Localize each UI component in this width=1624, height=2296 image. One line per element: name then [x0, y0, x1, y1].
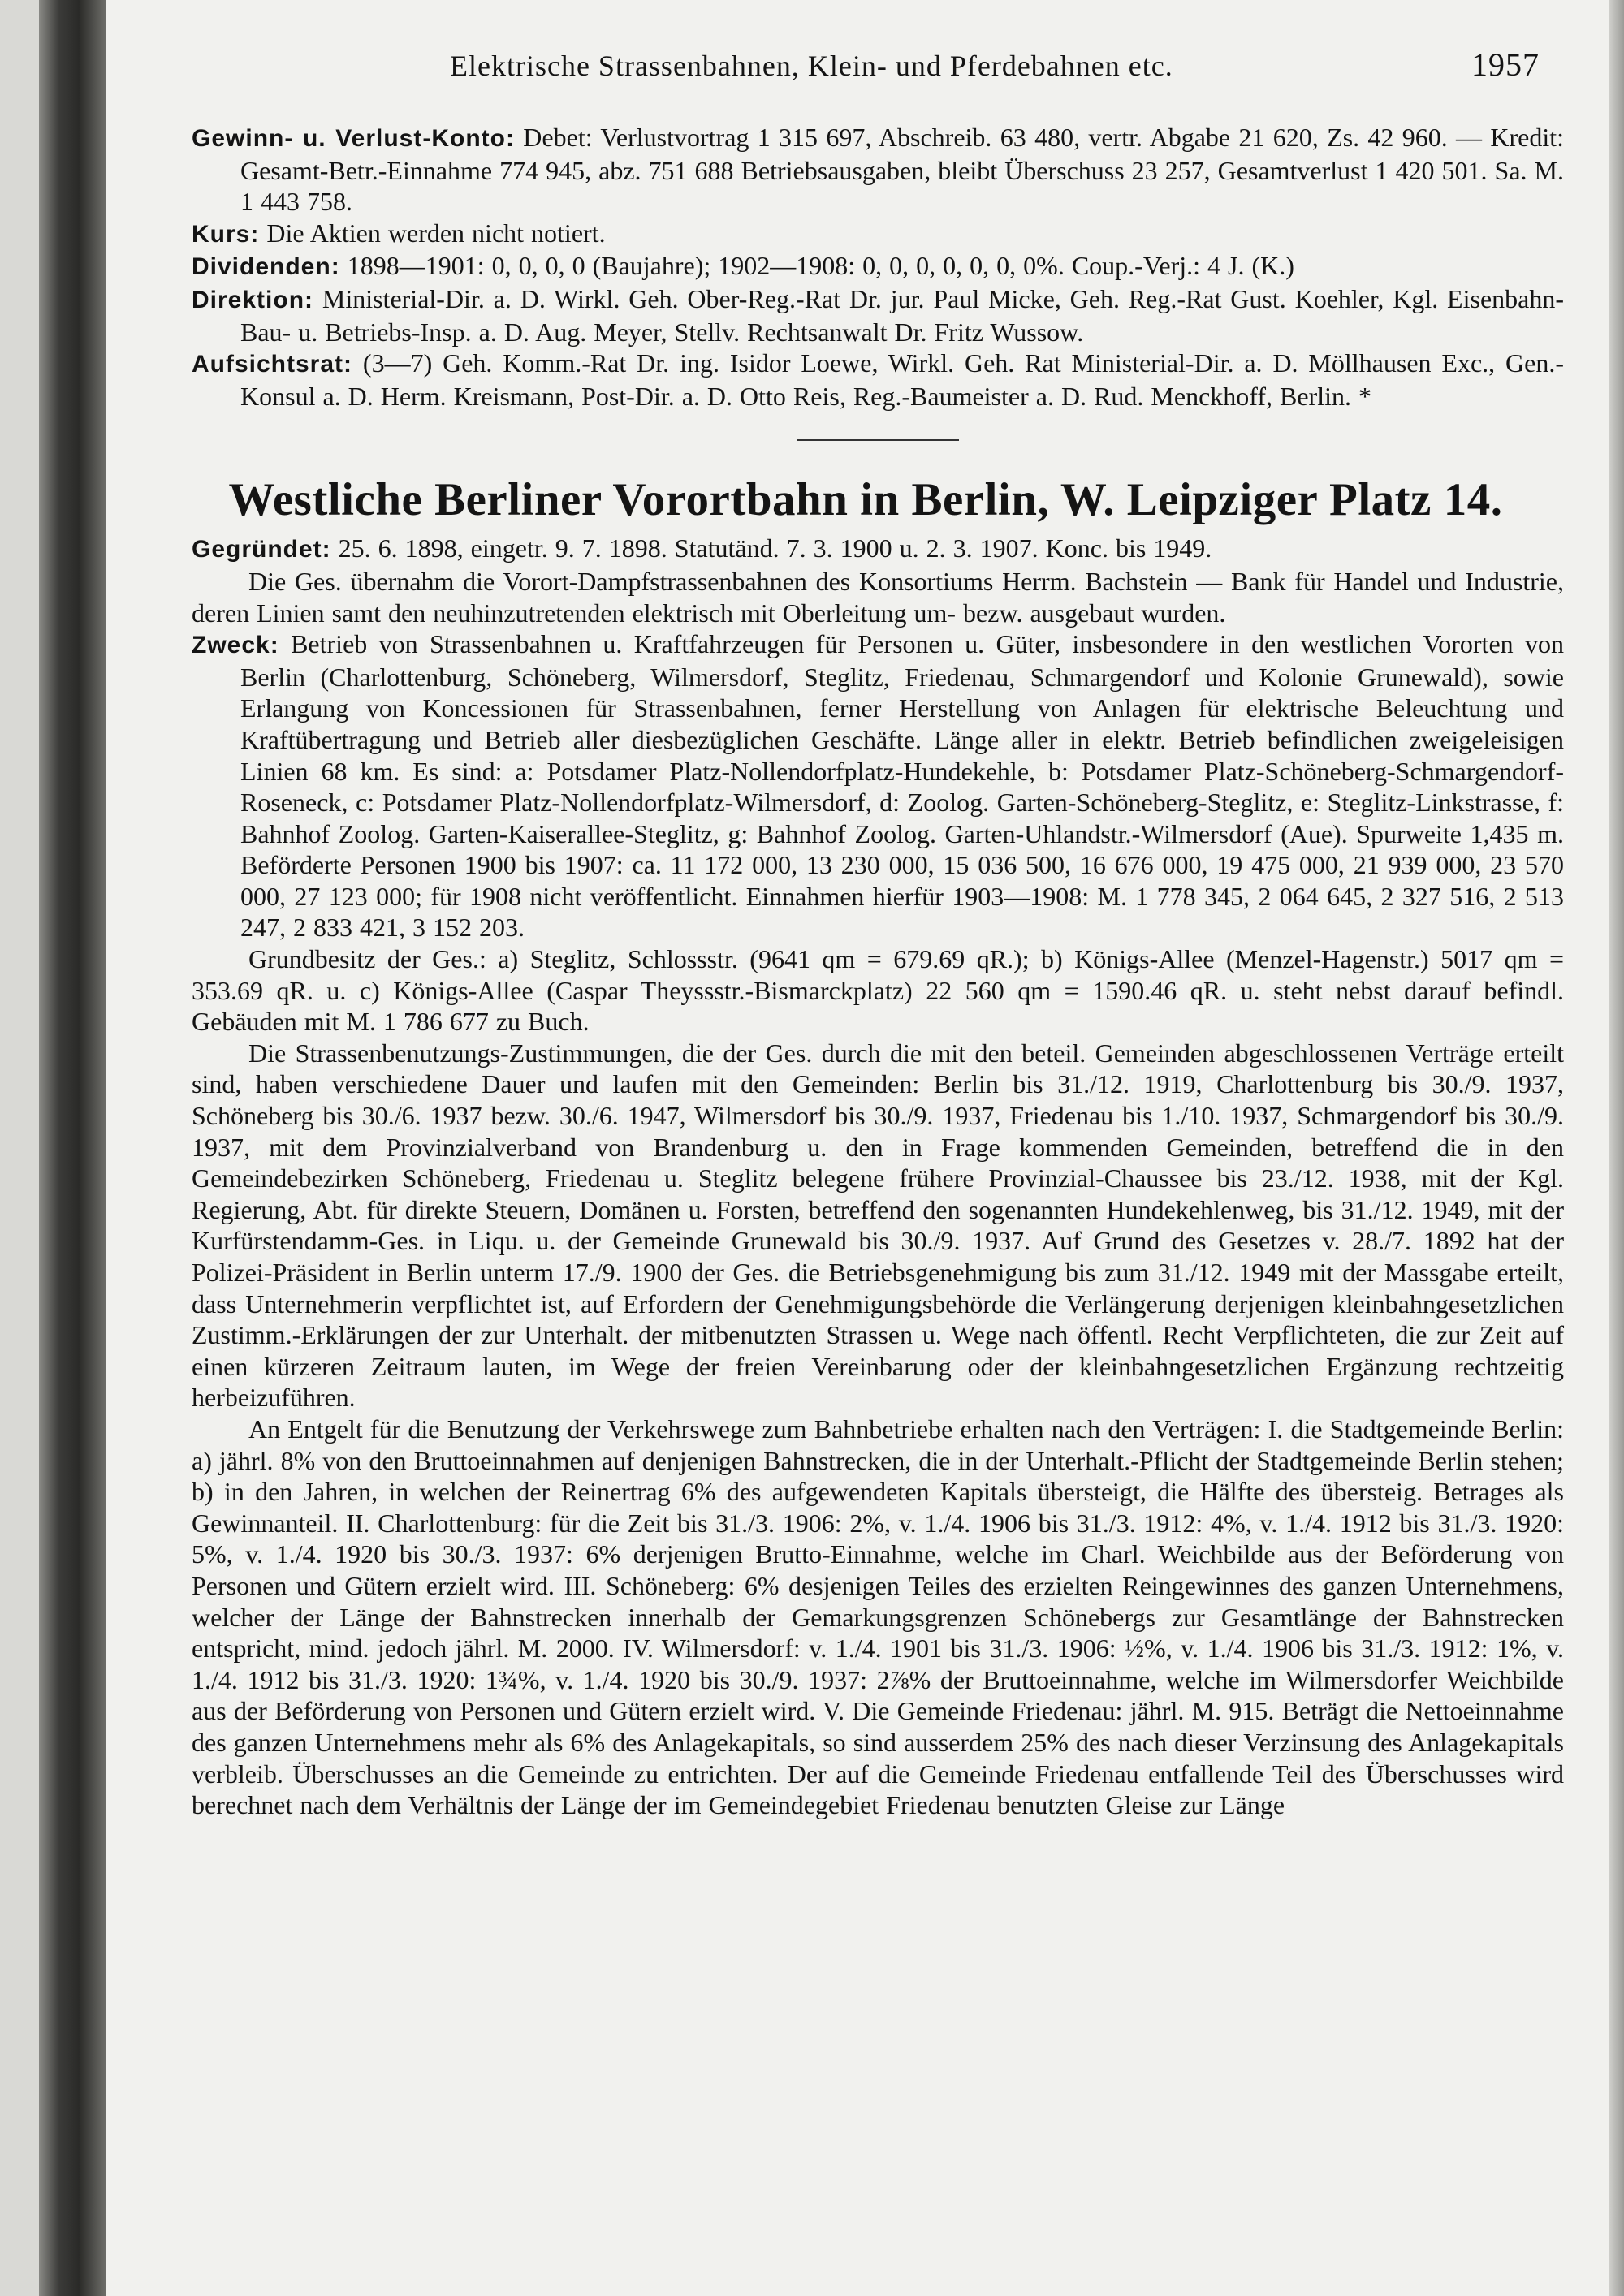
- zweck-label: Zweck:: [192, 632, 279, 659]
- zweck-text: Betrieb von Strassenbahnen u. Kraftfahrzeugen für Personen u. Güter, insbesondere in den westlichen Vororten von Berlin (Charlottenburg, Schöneberg, Wilmersdorf, Steglitz, Friedenau, Schmargendorf und Kolonie Grunewald), sowie Erlangung von Koncessionen für Strassenbahnen, ferner Herstellung von Anlagen für elektrische Beleuchtung und Kraftübertragung und Betrieb aller diesbezüglichen Geschäfte. Länge aller in elektr. Betrieb befindlichen zweigeleisigen Linien 68 km. Es sind: a: Potsdamer Platz-Nollendorfplatz-Hundekehle, b: Potsdamer Platz-Schöneberg-Schmargendorf-Roseneck, c: Potsdamer Platz-Nollendorfplatz-Wilmersdorf, d: Zoolog. Garten-Schöneberg-Steglitz, e: Steglitz-Linkstrasse, f: Bahnhof Zoolog. Garten-Kaiserallee-Steglitz, g: Bahnhof Zoolog. Garten-Uhlandstr.-Wilmersdorf (Aue). Spurweite 1,435 m. Beförderte Personen 1900 bis 1907: ca. 11 172 000, 13 230 000, 15 036 500, 16 676 000, 19 475 000, 21 939 000, 23 570 000, 27 123 000; für 1908 nicht veröffentlicht. Einnahmen hierfür 1903—1908: M. 1 778 345, 2 064 645, 2 327 516, 2 513 247, 2 833 421, 3 152 203.: [240, 629, 1565, 943]
- aufsichtsrat-label: Aufsichtsrat:: [192, 351, 353, 378]
- dividenden-label: Dividenden:: [192, 253, 340, 281]
- gewinn-text: Debet: Verlustvortrag 1 315 697, Abschreib. 63 480, vertr. Abgabe 21 620, Zs. 42 960. — Kredit: Gesamt-Betr.-Einnahme 774 945, abz. 751 688 Betriebsausgaben, bleibt Überschuss 23 257, Gesamtverlust 1 420 501. Sa. M. 1 443 758.: [240, 123, 1565, 217]
- gewinn-label: Gewinn- u. Verlust-Konto:: [192, 125, 515, 152]
- kurs-label: Kurs:: [192, 220, 260, 248]
- aufsichtsrat-paragraph: [192, 347, 1564, 412]
- section-divider: [797, 439, 959, 441]
- dividenden-paragraph: [192, 250, 1564, 283]
- strassenbenutzung-paragraph: Die Strassenbenutzungs-Zustimmungen, die der Ges. durch die mit den beteil. Gemeinden abgeschlossenen Verträge erteilt sind, haben verschiedene Dauer und laufen mit den Gemeinden: Berlin bis 31./12. 1919, Charlottenburg bis 30./9. 1937, Schöneberg bis 30./6. 1937 bezw. 30./6. 1947, Wilmersdorf bis 30./9. 1937, Friedenau bis 1./10. 1937, Schmargendorf bis 30./9. 1937, mit dem Provinzialverband von Brandenburg u. den in Frage kommenden Gemeinden, betreffend die in den Gemeindebezirken Schöneberg, Friedenau u. Steglitz belegene frühere Provinzial-Chaussee bis 23./12. 1938, mit der Kgl. Regierung, Abt. für direkte Steuern, Domänen u. Forsten, betreffend den sogenannten Hundekehlenweg, bis 31./12. 1949, mit der Kurfürstendamm-Ges. in Liqu. u. der Gemeinde Grunewald bis 30./9. 1937. Auf Grund des Gesetzes v. 28./7. 1892 hat der Polizei-Präsident in Berlin unterm 17./9. 1900 der Ges. die Betriebsgenehmigung bis zum 31./12. 1949 mit der Massgabe erteilt, dass Unternehmerin verpflichtet ist, auf Erfordern der Genehmigungsbehörde die Verlängerung derjenigen kleinbahngesetzlichen Zustimm.-Erklärungen der zur Unterhalt. der mitbenutzten Strassen u. Wege nach öffentl. Recht Verpflichteten, die zur Zeit auf einen kürzeren Zeitraum lauten, im Wege der freien Vereinbarung oder der kleinbahngesetzlichen Ergänzung rechtzeitig herbeizuführen.: [192, 1038, 1564, 1413]
- direktion-label: Direktion:: [192, 286, 314, 313]
- zweck-paragraph: [192, 628, 1564, 943]
- entry-heading: Westliche Berliner Vorortbahn in Berlin, W. Leipziger Platz 14.: [228, 474, 1503, 526]
- history-paragraph: Die Ges. übernahm die Vorort-Dampfstrassenbahnen des Konsortiums Herrm. Bachstein — Bank für Handel und Industrie, deren Linien samt den neuhinzutretenden elektrisch mit Oberleitung um- bezw. ausgebaut wurden.: [192, 566, 1564, 628]
- grundbesitz-paragraph: Grundbesitz der Ges.: a) Steglitz, Schlossstr. (9641 qm = 679.69 qR.); b) Königs-Allee (Menzel-Hagenstr.) 5017 qm = 353.69 qR. u. c) Königs-Allee (Caspar Theyssstr.-Bismarckplatz) 22 560 qm = 1590.46 qR. u. steht nebst darauf befindl. Gebäuden mit M. 1 786 677 zu Buch.: [192, 944, 1564, 1037]
- kurs-text: Die Aktien werden nicht notiert.: [266, 218, 606, 248]
- page-content: [192, 46, 1565, 1821]
- gegruendet-label: Gegründet:: [192, 536, 331, 563]
- entgelt-paragraph: An Entgelt für die Benutzung der Verkehrswege zum Bahnbetriebe erhalten nach den Verträgen: I. die Stadtgemeinde Berlin: a) jährl. 8% von den Bruttoeinnahmen auf denjenigen Bahnstrecken, die in der Unterhalt.-Pflicht der Stadtgemeinde Berlin stehen; b) in den Jahren, in welchen der Reinertrag 6% des aufgewendeten Kapitals übersteigt, die Hälfte des übersteig. Betrages als Gewinnanteil. II. Charlottenburg: für die Zeit bis 31./3. 1906: 2%, v. 1./4. 1906 bis 31./3. 1912: 4%, v. 1./4. 1912 bis 31./3. 1920: 5%, v. 1./4. 1920 bis 30./3. 1937: 6% derjenigen Brutto-Einnahme, welche im Charl. Weichbilde aus der Beförderung von Personen und Gütern erzielt wird. III. Schöneberg: 6% desjenigen Teiles des erzielten Reingewinnes des ganzen Unternehmens, welcher der Länge der Bahnstrecken innerhalb der Gemarkungsgrenzen Schönebergs zur Gesamtlänge der Bahnstrecken entspricht, mind. jedoch jährl. M. 2000. IV. Wilmersdorf: v. 1./4. 1901 bis 31./3. 1906: ½%, v. 1./4. 1906 bis 31./3. 1912: 1%, v. 1./4. 1912 bis 31./3. 1920: 1¾%, v. 1./4. 1920 bis 30./9. 1937: 2⅞% der Bruttoeinnahme, welche im Wilmersdorfer Weichbilde aus der Beförderung von Personen und Gütern erzielt wird. V. Die Gemeinde Friedenau: jährl. M. 915. Beträgt die Nettoeinnahme des ganzen Unternehmens mehr als 6% des Anlagekapitals, so sind ausserdem 25% des nach dieser Verzinsung des Anlagekapitals verbleib. Überschusses an die Gemeinde zu entrichten. Der auf die Gemeinde Friedenau entfallende Teil des Überschusses wird berechnet nach dem Verhältnis der Länge der im Gemeindegebiet Friedenau benutzten Gleise zur Länge: [192, 1413, 1564, 1820]
- main-entry: [192, 473, 1564, 1820]
- gegruendet-text: 25. 6. 1898, eingetr. 9. 7. 1898. Statutänd. 7. 3. 1900 u. 2. 3. 1907. Konc. bis 1949.: [338, 533, 1212, 563]
- kurs-paragraph: [192, 218, 1564, 251]
- gegruendet-paragraph: [192, 533, 1564, 566]
- book-spine-shadow: [39, 0, 106, 2296]
- dividenden-text: 1898—1901: 0, 0, 0, 0 (Baujahre); 1902—1908: 0, 0, 0, 0, 0, 0, 0%. Coup.-Verj.: 4 J. (K.): [347, 251, 1294, 281]
- page-number: 1957: [1471, 46, 1540, 83]
- header-title: Elektrische Strassenbahnen, Klein- und Pferdebahnen etc.: [450, 50, 1173, 82]
- gewinn-verlust-paragraph: [192, 122, 1564, 218]
- running-header: [192, 46, 1564, 86]
- page-edge: [1609, 0, 1624, 2296]
- document-page: [106, 0, 1609, 2296]
- direktion-paragraph: [192, 283, 1564, 347]
- aufsichtsrat-text: (3—7) Geh. Komm.-Rat Dr. ing. Isidor Loewe, Wirkl. Geh. Rat Ministerial-Dir. a. D. Möllhausen Exc., Gen.-Konsul a. D. Herm. Kreismann, Post-Dir. a. D. Otto Reis, Reg.-Baumeister a. D. Rud. Menckhoff, Berlin. *: [240, 348, 1565, 411]
- direktion-text: Ministerial-Dir. a. D. Wirkl. Geh. Ober-Reg.-Rat Dr. jur. Paul Micke, Geh. Reg.-Rat Gust. Koehler, Kgl. Eisenbahn-Bau- u. Betriebs-Insp. a. D. Aug. Meyer, Stellv. Rechtsanwalt Dr. Fritz Wussow.: [240, 283, 1565, 347]
- previous-entry: [192, 122, 1564, 412]
